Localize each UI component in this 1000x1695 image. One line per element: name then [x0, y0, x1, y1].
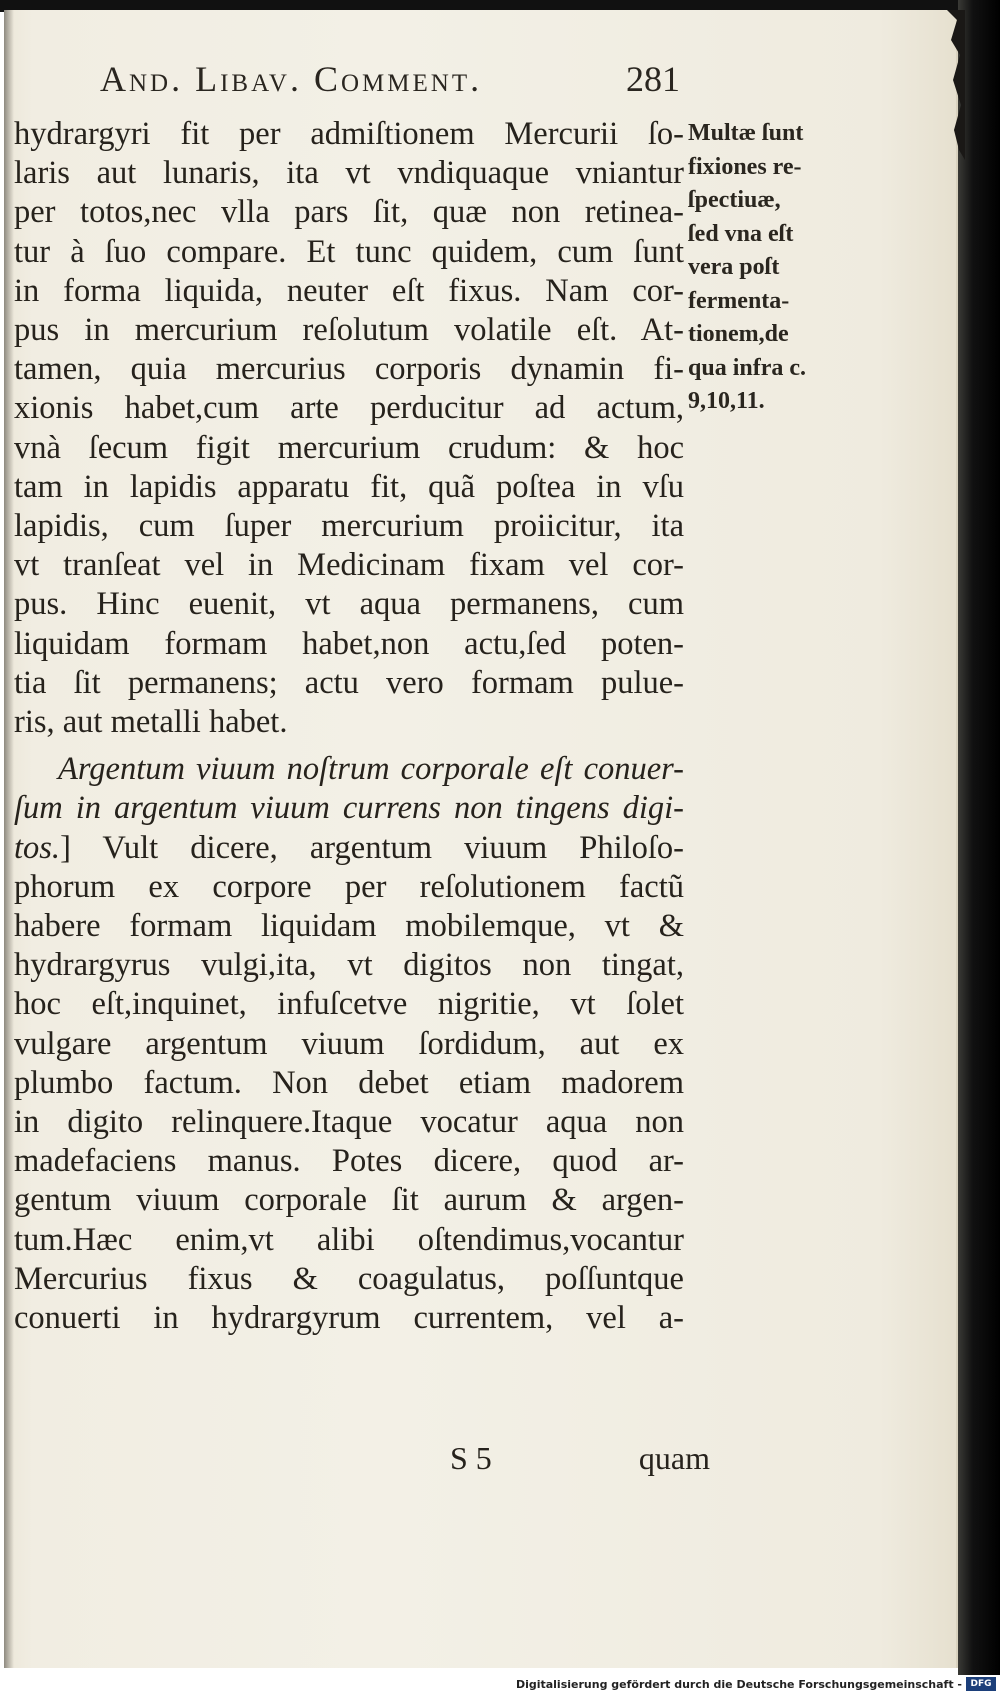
text-line: vt tranſeat vel in Medicinam fixam vel cor- [14, 547, 684, 584]
text-line: lapidis, cum ſuper mercurium proiicitur, ita [14, 508, 684, 545]
lemma-line: ſum in argentum viuum currens non tingens digi- [14, 790, 684, 827]
text-line: hydrargyri fit per admiſtionem Mercurii ſo- [14, 116, 684, 152]
text-line: hoc eſt,inquinet, infuſcetve nigritie, vt ſolet [14, 986, 684, 1023]
marginal-line: vera poſt [688, 254, 780, 280]
marginal-line: Multæ ſunt [688, 120, 804, 146]
text-line: habere formam liquidam mobilemque, vt & [14, 908, 684, 945]
page-header [100, 58, 680, 108]
text-line: tam in lapidis apparatu fit, quã poſtea in vſu [14, 468, 684, 505]
text-line: tamen, quia mercurius corporis dynamin fi- [14, 351, 684, 388]
scan-right-edge [958, 0, 1000, 1675]
dfg-logo: DFG [966, 1677, 996, 1691]
text-line: per totos,nec vlla pars ſit, quæ non retinea- [14, 194, 684, 231]
marginal-line: ſpectiuæ, [688, 187, 781, 213]
running-head: And. Libav. Comment. [100, 59, 483, 99]
text-line: tum.Hæc enim,vt alibi oſtendimus,vocantur [14, 1221, 684, 1258]
text-line: tia ſit permanens; actu vero formam pulue- [14, 664, 684, 701]
lemma-end: tos. [14, 829, 61, 866]
page-footer-catchwords [450, 1440, 710, 1485]
commentary-start: ] Vult dicere, argentum viuum Philoſo- [60, 829, 684, 866]
marginal-line: 9,10,11. [688, 388, 765, 414]
text-line: pus in mercurium reſolutum volatile eſt. At- [14, 312, 684, 349]
text-line: vulgare argentum viuum ſordidum, aut ex [14, 1025, 684, 1062]
signature-mark: S 5 [450, 1440, 492, 1476]
text-line: ris, aut metalli habet. [14, 704, 288, 741]
text-line: madefaciens manus. Potes dicere, quod ar- [14, 1143, 684, 1180]
text-line: in digito relinquere.Itaque vocatur aqua non [14, 1104, 684, 1141]
lemma-line: Argentum viuum noſtrum corporale eſt conuer- [58, 751, 684, 788]
marginal-line: fixiones re- [688, 153, 802, 180]
marginal-note [688, 117, 848, 419]
marginal-line: qua infra c. [688, 354, 807, 381]
text-line: in forma liquida, neuter eſt fixus. Nam cor- [14, 272, 684, 309]
text-line: tur à ſuo compare. Et tunc quidem, cum ſunt [14, 233, 684, 270]
text-line: vnà ſecum figit mercurium crudum: & hoc [14, 429, 684, 466]
main-text-block [14, 115, 694, 1338]
text-line: plumbo factum. Non debet etiam madorem [14, 1064, 684, 1101]
text-line: gentum viuum corporale ſit aurum & argen- [14, 1182, 684, 1219]
marginal-line: ſed vna eſt [688, 220, 794, 247]
text-line: xionis habet,cum arte perducitur ad actum, [14, 390, 684, 427]
text-line: hydrargyrus vulgi,ita, vt digitos non tingat, [14, 947, 684, 984]
funding-credit: Digitalisierung gefördert durch die Deutsche Forschungsgemeinschaft - [515, 1678, 962, 1691]
text-line: laris aut lunaris, ita vt vndiquaque vniantur [14, 155, 684, 192]
text-line: phorum ex corpore per reſolutionem factũ [14, 868, 684, 905]
paragraph-gap [14, 742, 694, 750]
text-line: pus. Hinc euenit, vt aqua permanens, cum [14, 586, 684, 623]
text-line: Mercurius fixus & coagulatus, poſſuntque [14, 1260, 684, 1297]
page-number: 281 [626, 59, 680, 99]
text-line: liquidam formam habet,non actu,ſed poten- [14, 625, 684, 662]
marginal-line: tionem,de [688, 321, 789, 347]
torn-edge-marks [905, 10, 965, 160]
text-line: conuerti in hydrargyrum currentem, vel a- [14, 1300, 684, 1337]
lemma-closing-line [14, 829, 684, 868]
marginal-line: fermenta- [688, 287, 790, 314]
gutter-shadow [4, 10, 14, 1668]
catchword: quam [638, 1440, 710, 1476]
